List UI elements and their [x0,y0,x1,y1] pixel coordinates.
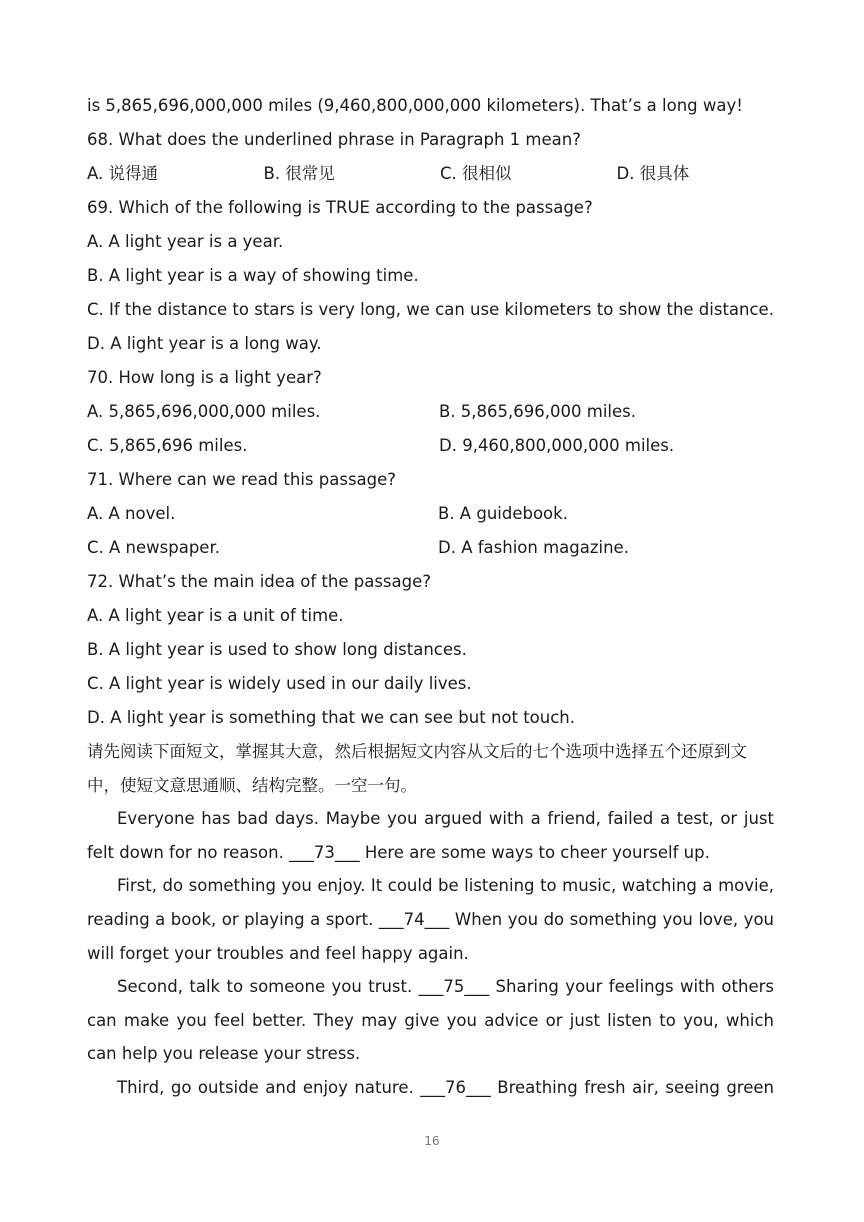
question-68-option-a: A. 说得通 [87,164,158,183]
question-70-options-row-1 [87,395,774,429]
question-71-option-a: A. A novel. [87,504,176,523]
question-71-option-b: B. A guidebook. [438,504,568,523]
section-instruction: 请先阅读下面短文，掌握其大意，然后根据短文内容从文后的七个选项中选择五个还原到文中，使短文意思通顺、结构完整。一空一句。 [87,742,747,795]
question-68-option-b: B. 很常见 [263,164,335,183]
question-68-stem: 68. What does the underlined phrase in Paragraph 1 mean? [87,130,581,149]
page-number: 16 [424,1134,440,1148]
intro-tail: is 5,865,696,000,000 miles (9,460,800,000,000 kilometers). That’s a long way! [87,96,743,115]
passage-paragraph-2: First, do something you enjoy. It could be listening to music, watching a movie, reading a book, or playing a sport. ___74___ When you do something you love, you will forget your troubles and feel happy again. [87,876,774,963]
question-70-option-c: C. 5,865,696 miles. [87,436,248,455]
question-68-option-c: C. 很相似 [440,164,512,183]
question-72-option-a: A. A light year is a unit of time. [87,606,344,625]
question-72-option-c: C. A light year is widely used in our daily lives. [87,674,472,693]
question-71-options-row-1 [87,497,774,531]
question-70-stem: 70. How long is a light year? [87,368,322,387]
passage-paragraph-3: Second, talk to someone you trust. ___75___ Sharing your feelings with others can make you feel better. They may give you advice or just listen to you, which can help you release your stress. [87,977,774,1064]
document-page [87,89,774,1105]
question-69-option-a: A. A light year is a year. [87,232,284,251]
passage-paragraph-1: Everyone has bad days. Maybe you argued with a friend, failed a test, or just felt down for no reason. ___73___ Here are some ways to cheer yourself up. [87,809,774,862]
question-70-option-a: A. 5,865,696,000,000 miles. [87,402,321,421]
question-71-stem: 71. Where can we read this passage? [87,470,397,489]
question-72-option-d: D. A light year is something that we can see but not touch. [87,708,576,727]
question-71-option-c: C. A newspaper. [87,538,220,557]
question-68-options [87,157,774,191]
question-69-option-c: C. If the distance to stars is very long, we can use kilometers to show the distance. [87,300,774,319]
question-71-option-d: D. A fashion magazine. [438,538,629,557]
question-71-options-row-2 [87,531,774,565]
question-69-option-d: D. A light year is a long way. [87,334,322,353]
question-70-option-d: D. 9,460,800,000,000 miles. [439,436,675,455]
question-69-stem: 69. Which of the following is TRUE according to the passage? [87,198,593,217]
question-72-stem: 72. What’s the main idea of the passage? [87,572,432,591]
question-68-option-d: D. 很具体 [616,164,690,183]
question-72-option-b: B. A light year is used to show long distances. [87,640,467,659]
question-70-option-b: B. 5,865,696,000 miles. [439,402,637,421]
passage-paragraph-4: Third, go outside and enjoy nature. ___76___ Breathing fresh air, seeing green [117,1077,774,1097]
question-70-options-row-2 [87,429,774,463]
question-69-option-b: B. A light year is a way of showing time. [87,266,419,285]
